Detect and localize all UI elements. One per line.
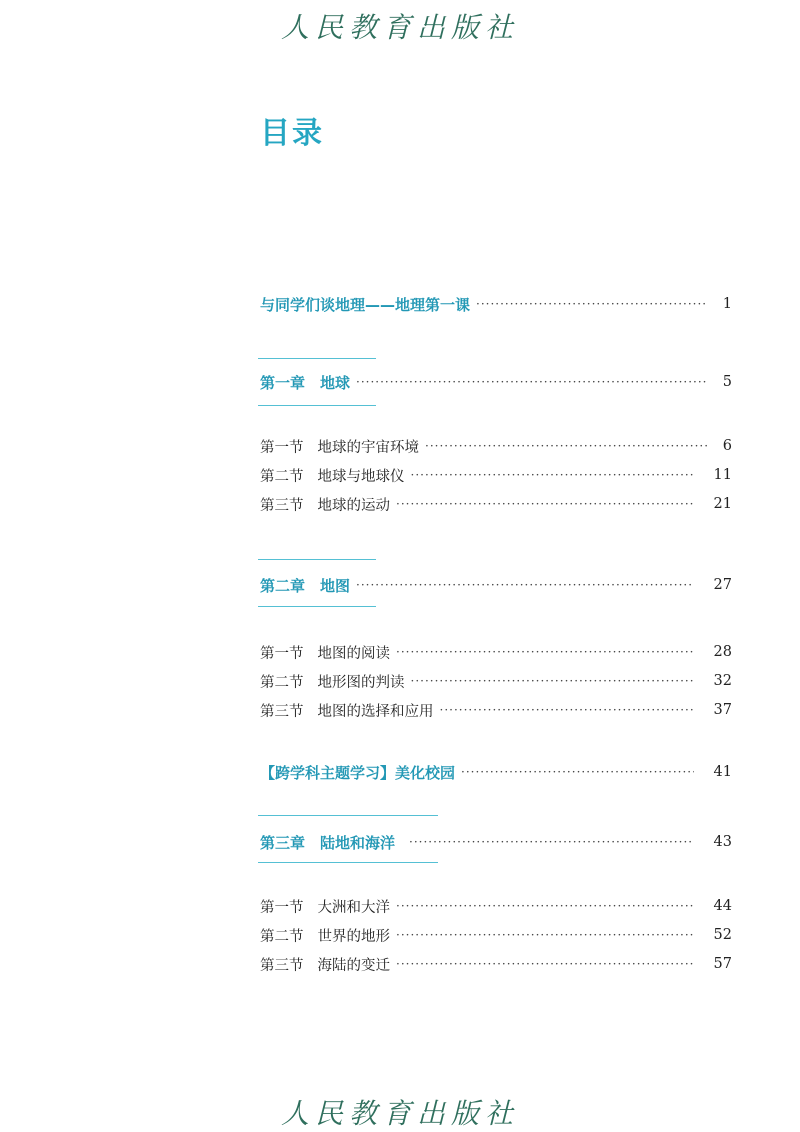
- dot-leader: [411, 673, 694, 689]
- toc-entry-label: 与同学们谈地理——地理第一课: [260, 295, 471, 314]
- dot-leader: [476, 296, 708, 312]
- toc-entry-label: 世界的地形: [317, 928, 390, 945]
- toc-entry-label: 第二章 地图: [260, 576, 351, 595]
- toc-page-number: 37: [713, 702, 732, 718]
- section-number: 第一节: [260, 645, 304, 662]
- section-number: 第二节: [260, 674, 304, 691]
- dot-leader: [396, 898, 694, 914]
- publisher-watermark-bottom: 人民教育出版社: [280, 1097, 519, 1130]
- toc-section-entry[interactable]: [260, 492, 732, 516]
- toc-page-number: 44: [713, 898, 732, 914]
- toc-entry-label: 地球的宇宙环境: [317, 439, 419, 456]
- divider: [258, 862, 438, 863]
- toc-entry-label: 地球的运动: [317, 497, 390, 514]
- dot-leader: [396, 496, 694, 512]
- toc-page-number: 41: [713, 764, 732, 780]
- toc-entry-label: 海陆的变迁: [317, 957, 390, 974]
- toc-page-number: 1: [722, 296, 732, 312]
- toc-page-number: 28: [713, 644, 732, 660]
- toc-section-entry[interactable]: [260, 698, 732, 722]
- publisher-watermark-top: 人民教育出版社: [280, 11, 519, 44]
- dot-leader: [425, 438, 708, 454]
- dot-leader: [461, 764, 694, 780]
- toc-entry-label: 第一章 地球: [260, 373, 351, 392]
- toc-entry-label: 大洲和大洋: [317, 899, 390, 916]
- divider: [258, 405, 376, 406]
- divider: [258, 606, 376, 607]
- toc-section-entry[interactable]: [260, 923, 732, 947]
- toc-chapter-3-entry[interactable]: [260, 830, 732, 854]
- divider: [258, 358, 376, 359]
- toc-section-entry[interactable]: [260, 640, 732, 664]
- section-number: 第三节: [260, 957, 304, 974]
- toc-entry-label: 地图的阅读: [317, 645, 390, 662]
- dot-leader: [396, 927, 694, 943]
- toc-page-number: 52: [713, 927, 732, 943]
- dot-leader: [411, 467, 694, 483]
- toc-entry-label: 地形图的判读: [317, 674, 405, 691]
- toc-intro-entry[interactable]: [260, 292, 732, 316]
- toc-chapter-2-entry[interactable]: [260, 573, 732, 597]
- dot-leader: [440, 702, 694, 718]
- toc-section-entry[interactable]: [260, 434, 732, 458]
- toc-section-entry[interactable]: [260, 952, 732, 976]
- toc-chapter-1-entry[interactable]: [260, 370, 732, 394]
- dot-leader: [409, 834, 694, 850]
- toc-page-number: 21: [713, 496, 732, 512]
- toc-page-number: 6: [722, 438, 732, 454]
- toc-page-number: 57: [713, 956, 732, 972]
- toc-page-number: 5: [722, 374, 732, 390]
- section-number: 第三节: [260, 497, 304, 514]
- toc-interdisciplinary-entry[interactable]: [260, 760, 732, 784]
- toc-section-entry[interactable]: [260, 669, 732, 693]
- toc-page-number: 27: [713, 577, 732, 593]
- toc-page-number: 11: [713, 467, 732, 483]
- toc-page-number: 32: [713, 673, 732, 689]
- section-number: 第二节: [260, 928, 304, 945]
- toc-page-number: 43: [713, 834, 732, 850]
- dot-leader: [356, 374, 708, 390]
- toc-entry-label: 【跨学科主题学习】美化校园: [260, 763, 456, 782]
- page-title: 目录: [260, 116, 324, 151]
- toc-section-entry[interactable]: [260, 894, 732, 918]
- section-number: 第一节: [260, 439, 304, 456]
- divider: [258, 815, 438, 816]
- section-number: 第三节: [260, 703, 304, 720]
- section-number: 第一节: [260, 899, 304, 916]
- toc-entry-label: 第三章 陆地和海洋: [260, 833, 396, 852]
- toc-section-entry[interactable]: [260, 463, 732, 487]
- dot-leader: [396, 644, 694, 660]
- toc-entry-label: 地图的选择和应用: [317, 703, 434, 720]
- dot-leader: [356, 577, 694, 593]
- dot-leader: [396, 956, 694, 972]
- divider: [258, 559, 376, 560]
- section-number: 第二节: [260, 468, 304, 485]
- toc-entry-label: 地球与地球仪: [317, 468, 405, 485]
